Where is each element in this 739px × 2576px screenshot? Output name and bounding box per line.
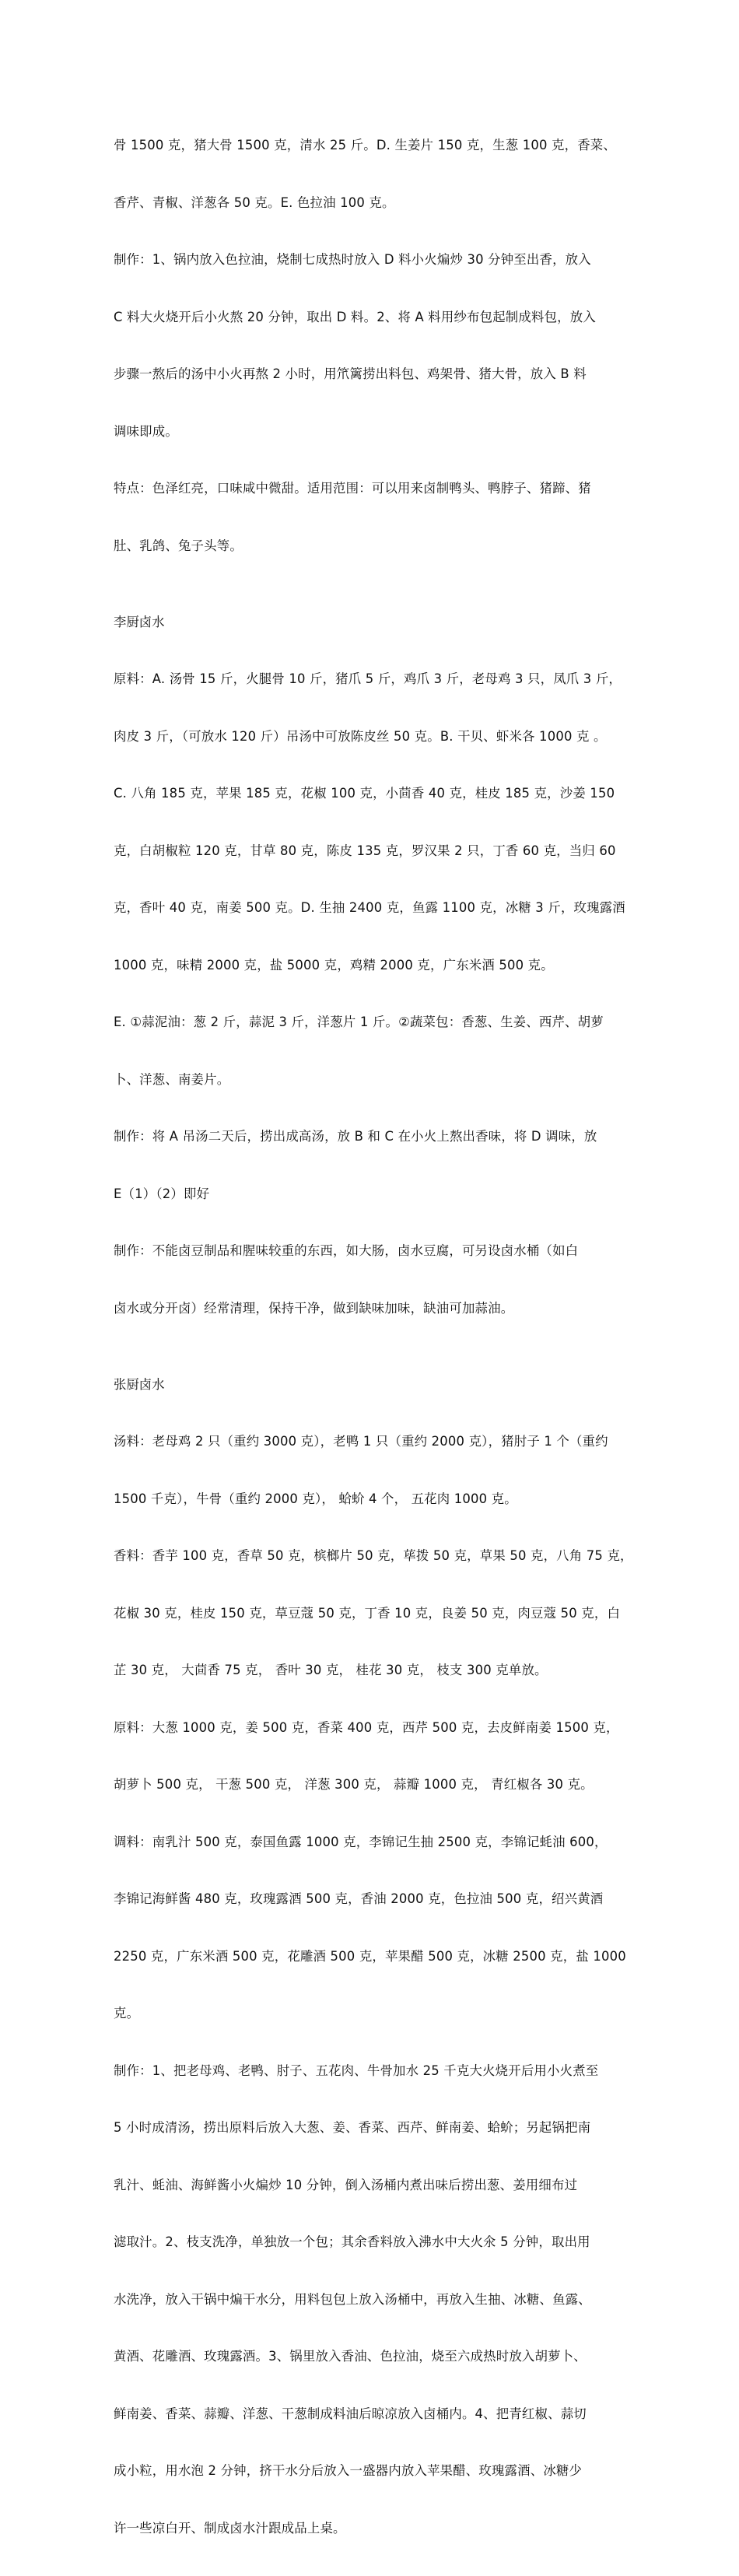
text-line: 芷 30 克， 大茴香 75 克， 香叶 30 克， 桂花 30 克， 枝支 300 克单放。: [114, 1663, 548, 1677]
text-line: 步骤一熬后的汤中小火再熬 2 小时，用笊篱捞出料包、鸡架骨、猪大骨，放入 B 料: [114, 366, 587, 381]
text-line: C 料大火烧开后小火熬 20 分钟，取出 D 料。2、将 A 料用纱布包起制成料包，放入: [114, 309, 596, 324]
text-line: 卜、洋葱、南姜片。: [114, 1071, 230, 1087]
text-line: 水洗净，放入干锅中煸干水分，用料包包上放入汤桶中，再放入生抽、冰糖、鱼露、: [114, 2291, 591, 2307]
text-line: 5 小时成清汤，捞出原料后放入大葱、姜、香菜、西芹、鲜南姜、蛤蚧；另起锅把南: [114, 2120, 591, 2135]
text-line: 鲜南姜、香菜、蒜瓣、洋葱、干葱制成料油后晾凉放入卤桶内。4、把青红椒、蒜切: [114, 2406, 587, 2421]
text-line: 制作：不能卤豆制品和腥味较重的东西，如大肠，卤水豆腐，可另设卤水桶（如白: [114, 1243, 579, 1258]
text-line: C. 八角 185 克，苹果 185 克，花椒 100 克，小茴香 40 克，桂皮 185 克，沙姜 150: [114, 786, 615, 801]
text-line: 许一些凉白开、制成卤水汁跟成品上桌。: [114, 2520, 346, 2536]
text-line: 特点：色泽红亮，口味咸中微甜。适用范围：可以用来卤制鸭头、鸭脖子、猪蹄、猪: [114, 481, 591, 496]
text-line: 胡萝卜 500 克， 干葱 500 克， 洋葱 300 克， 蒜瓣 1000 克， 青红椒各 30 克。: [114, 1777, 594, 1792]
text-line: 乳汁、蚝油、海鲜酱小火煸炒 10 分钟，倒入汤桶内煮出味后捞出葱、姜用细布过: [114, 2177, 578, 2192]
text-line: 2250 克，广东米酒 500 克，花雕酒 500 克，苹果醋 500 克，冰糖 2500 克，盐 1000: [114, 1948, 626, 1964]
section-2-text: [114, 632, 635, 1356]
text-line: 制作：1、锅内放入色拉油，烧制七成热时放入 D 料小火煸炒 30 分钟至出香，放入: [114, 252, 591, 267]
spacer: [114, 594, 635, 613]
document-page: [114, 98, 635, 2576]
text-line: 原料：大葱 1000 克，姜 500 克，香菜 400 克，西芹 500 克，去皮鲜南姜 1500 克，: [114, 1719, 619, 1735]
text-line: 克，白胡椒粒 120 克，甘草 80 克，陈皮 135 克，罗汉果 2 只，丁香 60 克，当归 60: [114, 843, 616, 858]
text-line: 香料：香芋 100 克，香草 50 克，槟榔片 50 克，荜拨 50 克，草果 50 克，八角 75 克，: [114, 1548, 633, 1563]
text-line: 香芹、青椒、洋葱各 50 克。E. 色拉油 100 克。: [114, 195, 395, 210]
text-line: 李锦记海鲜酱 480 克，玫瑰露酒 500 克，香油 2000 克，色拉油 500 克，绍兴黄酒: [114, 1891, 604, 1906]
text-line: 克。: [114, 2006, 140, 2020]
text-line: 肚、乳鸽、兔子头等。: [114, 538, 243, 553]
text-line: 成小粒，用水泡 2 分钟，挤干水分后放入一盛器内放入苹果醋、玫瑰露酒、冰糖少: [114, 2463, 583, 2478]
text-line: 1000 克，味精 2000 克，盐 5000 克，鸡精 2000 克，广东米酒 500 克。: [114, 957, 554, 973]
section-2-title: 李厨卤水: [114, 614, 165, 629]
text-line: 汤料：老母鸡 2 只（重约 3000 克），老鸭 1 只（重约 2000 克），猪肘子 1 个（重约: [114, 1434, 608, 1449]
text-line: 调料：南乳汁 500 克，泰国鱼露 1000 克，李锦记生抽 2500 克，李锦记蚝油 600，: [114, 1834, 608, 1849]
text-line: 原料：A. 汤骨 15 斤，火腿骨 10 斤，猪爪 5 斤，鸡爪 3 斤，老母鸡 3 只，凤爪 3 斤，: [114, 671, 622, 686]
text-line: E（1）（2）即好: [114, 1186, 210, 1201]
text-line: 调味即成。: [114, 423, 178, 439]
text-line: 肉皮 3 斤，（可放水 120 斤）吊汤中可放陈皮丝 50 克。B. 干贝、虾米各 1000 克 。: [114, 728, 607, 744]
section-3-title: 张厨卤水: [114, 1376, 165, 1392]
spacer: [114, 1356, 635, 1376]
section-1-text: [114, 98, 635, 594]
text-line: 制作：1、把老母鸡、老鸭、肘子、五花肉、牛骨加水 25 千克大火烧开后用小火煮至: [114, 2063, 599, 2078]
text-line: 花椒 30 克，桂皮 150 克，草豆蔻 50 克，丁香 10 克，良姜 50 克，肉豆蔻 50 克，白: [114, 1605, 621, 1621]
section-3-text: [114, 1394, 635, 2576]
text-line: E. ①蒜泥油：葱 2 斤，蒜泥 3 斤，洋葱片 1 斤。②蔬菜包：香葱、生姜、西芹、胡萝: [114, 1015, 604, 1029]
text-line: 1500 千克），牛骨（重约 2000 克）， 蛤蚧 4 个， 五花肉 1000 克。: [114, 1491, 517, 1506]
text-line: 黄酒、花雕酒、玫瑰露酒。3、锅里放入香油、色拉油，烧至六成热时放入胡萝卜、: [114, 2349, 587, 2364]
text-line: 卤水或分开卤）经常清理，保持干净，做到缺味加味，缺油可加蒜油。: [114, 1300, 514, 1316]
text-line: 制作：将 A 吊汤二天后，捞出成高汤，放 B 和 C 在小火上熬出香味，将 D 调味，放: [114, 1129, 597, 1144]
text-line: 克，香叶 40 克，南姜 500 克。D. 生抽 2400 克，鱼露 1100 克，冰糖 3 斤，玫瑰露酒: [114, 900, 625, 915]
text-line: 滤取汁。2、枝支洗净，单独放一个包；其余香料放入沸水中大火氽 5 分钟，取出用: [114, 2234, 590, 2249]
text-line: 骨 1500 克，猪大骨 1500 克，清水 25 斤。D. 生姜片 150 克，生葱 100 克，香菜、: [114, 138, 616, 152]
